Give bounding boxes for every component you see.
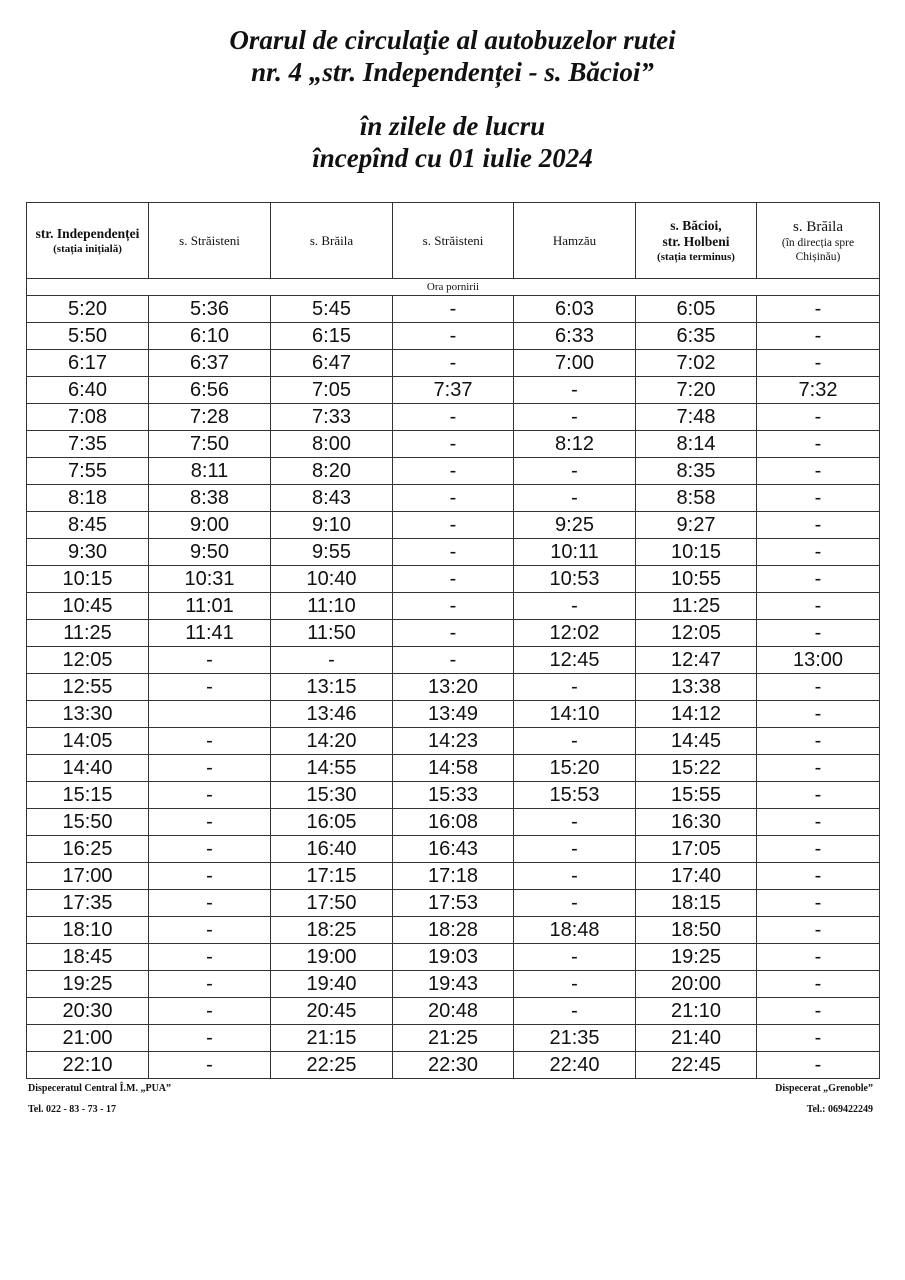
document-title <box>0 24 905 88</box>
footer-phone-central: Tel. 022 - 83 - 73 - 17 <box>28 1104 116 1115</box>
time-cell: 7:48 <box>636 404 757 431</box>
time-cell: 18:15 <box>636 890 757 917</box>
time-cell: - <box>757 512 880 539</box>
header-main-2: str. Holbeni <box>662 233 730 249</box>
time-cell: 9:30 <box>27 539 149 566</box>
time-cell: 8:12 <box>514 431 636 458</box>
time-cell: 13:00 <box>757 647 880 674</box>
schedule-table <box>26 202 880 1079</box>
time-cell: 19:40 <box>271 971 393 998</box>
time-cell: 8:38 <box>149 485 271 512</box>
time-cell: 11:01 <box>149 593 271 620</box>
table-row <box>27 755 880 782</box>
time-cell: - <box>393 350 514 377</box>
time-cell: - <box>757 539 880 566</box>
time-cell: - <box>393 566 514 593</box>
table-row <box>27 917 880 944</box>
time-cell: 11:50 <box>271 620 393 647</box>
time-cell: - <box>757 1052 880 1079</box>
time-cell: 17:40 <box>636 863 757 890</box>
footer-phone-grenoble: Tel.: 069422249 <box>806 1104 873 1115</box>
footer-dispatcher-central: Dispeceratul Central Î.M. „PUA” <box>28 1083 172 1094</box>
time-cell: - <box>757 404 880 431</box>
header-main: str. Independenței <box>35 225 140 241</box>
time-cell: 17:50 <box>271 890 393 917</box>
time-cell: 9:50 <box>149 539 271 566</box>
time-cell: 14:05 <box>27 728 149 755</box>
footer-dispatcher-grenoble: Dispecerat „Grenoble” <box>775 1083 873 1094</box>
time-cell: 8:00 <box>271 431 393 458</box>
time-cell: 7:35 <box>27 431 149 458</box>
time-cell: - <box>149 890 271 917</box>
time-cell: 11:25 <box>636 593 757 620</box>
time-cell: 6:17 <box>27 350 149 377</box>
header-sub-2: Chișinău) <box>795 250 841 263</box>
time-cell: 17:18 <box>393 863 514 890</box>
time-cell: - <box>271 647 393 674</box>
time-cell: 6:40 <box>27 377 149 404</box>
time-cell: 17:53 <box>393 890 514 917</box>
time-cell: 15:30 <box>271 782 393 809</box>
time-cell: 7:37 <box>393 377 514 404</box>
time-cell: 5:36 <box>149 296 271 323</box>
time-cell: 12:55 <box>27 674 149 701</box>
ora-pornirii-row <box>27 279 880 296</box>
time-cell: 11:41 <box>149 620 271 647</box>
time-cell: - <box>393 620 514 647</box>
time-cell: 19:43 <box>393 971 514 998</box>
time-cell: - <box>757 809 880 836</box>
time-cell: - <box>757 593 880 620</box>
time-cell: - <box>757 296 880 323</box>
time-cell: - <box>514 404 636 431</box>
time-cell: - <box>514 485 636 512</box>
time-cell: 7:05 <box>271 377 393 404</box>
time-cell: 6:15 <box>271 323 393 350</box>
table-row <box>27 647 880 674</box>
time-cell: - <box>757 620 880 647</box>
time-cell: - <box>757 971 880 998</box>
time-cell: - <box>514 998 636 1025</box>
time-cell: - <box>149 917 271 944</box>
time-cell: 21:10 <box>636 998 757 1025</box>
time-cell: 18:48 <box>514 917 636 944</box>
time-cell: - <box>393 404 514 431</box>
time-cell: 13:15 <box>271 674 393 701</box>
time-cell: 9:10 <box>271 512 393 539</box>
time-cell: 5:20 <box>27 296 149 323</box>
table-row <box>27 1052 880 1079</box>
time-cell: - <box>149 728 271 755</box>
time-cell: 19:25 <box>636 944 757 971</box>
table-row <box>27 512 880 539</box>
time-cell: 16:43 <box>393 836 514 863</box>
time-cell: 22:25 <box>271 1052 393 1079</box>
table-row <box>27 1025 880 1052</box>
ora-pornirii-label: Ora pornirii <box>27 279 880 296</box>
time-cell: 12:45 <box>514 647 636 674</box>
time-cell: 6:47 <box>271 350 393 377</box>
time-cell: - <box>757 728 880 755</box>
time-cell: 8:58 <box>636 485 757 512</box>
header-hamzau <box>514 203 636 279</box>
time-cell: 7:33 <box>271 404 393 431</box>
title-line-1: Orarul de circulaţie al autobuzelor rutei <box>229 25 676 55</box>
time-cell: 14:23 <box>393 728 514 755</box>
time-cell: 14:45 <box>636 728 757 755</box>
table-row <box>27 701 880 728</box>
time-cell: - <box>514 377 636 404</box>
time-cell: 10:45 <box>27 593 149 620</box>
time-cell: 16:30 <box>636 809 757 836</box>
time-cell: 12:05 <box>636 620 757 647</box>
title-line-4: începînd cu 01 iulie 2024 <box>312 143 593 173</box>
time-cell: 5:45 <box>271 296 393 323</box>
time-cell: 9:27 <box>636 512 757 539</box>
time-cell: 14:12 <box>636 701 757 728</box>
time-cell: 14:58 <box>393 755 514 782</box>
header-main: s. Brăila <box>309 232 354 248</box>
time-cell: 13:38 <box>636 674 757 701</box>
header-braila-chisinau <box>757 203 880 279</box>
time-cell: 13:30 <box>27 701 149 728</box>
time-cell: - <box>393 485 514 512</box>
time-cell: - <box>149 809 271 836</box>
time-cell: - <box>757 566 880 593</box>
time-cell: - <box>393 296 514 323</box>
time-cell: 7:02 <box>636 350 757 377</box>
time-cell: - <box>149 998 271 1025</box>
document-subtitle <box>0 110 905 174</box>
time-cell: 21:00 <box>27 1025 149 1052</box>
time-cell: 22:40 <box>514 1052 636 1079</box>
time-cell: - <box>514 971 636 998</box>
time-cell: 14:10 <box>514 701 636 728</box>
time-cell: - <box>514 728 636 755</box>
time-cell: 6:03 <box>514 296 636 323</box>
time-cell: 18:10 <box>27 917 149 944</box>
time-cell: 17:05 <box>636 836 757 863</box>
time-cell: 14:40 <box>27 755 149 782</box>
time-cell: 6:56 <box>149 377 271 404</box>
time-cell: 20:45 <box>271 998 393 1025</box>
time-cell: - <box>149 944 271 971</box>
time-cell: - <box>393 458 514 485</box>
header-sub: (stația inițială) <box>53 242 122 255</box>
time-cell: - <box>514 863 636 890</box>
time-cell: 16:40 <box>271 836 393 863</box>
time-cell: - <box>514 458 636 485</box>
table-row <box>27 566 880 593</box>
time-cell: 15:55 <box>636 782 757 809</box>
table-row <box>27 890 880 917</box>
time-cell: - <box>149 971 271 998</box>
time-cell: - <box>757 755 880 782</box>
time-cell: 21:25 <box>393 1025 514 1052</box>
time-cell: - <box>757 458 880 485</box>
time-cell: 20:48 <box>393 998 514 1025</box>
time-cell: 13:49 <box>393 701 514 728</box>
time-cell: 18:28 <box>393 917 514 944</box>
time-cell: 22:30 <box>393 1052 514 1079</box>
table-row <box>27 998 880 1025</box>
time-cell: - <box>149 755 271 782</box>
time-cell: - <box>514 674 636 701</box>
time-cell: 10:15 <box>27 566 149 593</box>
table-row <box>27 323 880 350</box>
time-cell: 6:05 <box>636 296 757 323</box>
time-cell: 15:33 <box>393 782 514 809</box>
title-line-3: în zilele de lucru <box>359 111 546 141</box>
time-cell: 9:25 <box>514 512 636 539</box>
time-cell: 10:40 <box>271 566 393 593</box>
time-cell: - <box>757 431 880 458</box>
time-cell: 15:22 <box>636 755 757 782</box>
header-main: s. Străisteni <box>422 232 484 248</box>
time-cell: 8:45 <box>27 512 149 539</box>
header-main: s. Brăila <box>793 218 843 235</box>
time-cell: 18:45 <box>27 944 149 971</box>
time-cell: - <box>149 1025 271 1052</box>
header-str-independentei <box>27 203 149 279</box>
table-row <box>27 458 880 485</box>
time-cell: - <box>149 782 271 809</box>
time-cell <box>149 701 271 728</box>
time-cell: 16:08 <box>393 809 514 836</box>
table-row <box>27 809 880 836</box>
time-cell: 10:11 <box>514 539 636 566</box>
title-line-2: nr. 4 „str. Independenței - s. Băcioi” <box>251 57 654 87</box>
time-cell: 12:47 <box>636 647 757 674</box>
time-cell: 10:55 <box>636 566 757 593</box>
time-cell: 13:46 <box>271 701 393 728</box>
table-row <box>27 296 880 323</box>
time-cell: 11:10 <box>271 593 393 620</box>
header-straisteni-1 <box>149 203 271 279</box>
time-cell: 8:43 <box>271 485 393 512</box>
time-cell: 14:55 <box>271 755 393 782</box>
time-cell: - <box>757 917 880 944</box>
header-row <box>27 203 880 279</box>
header-bacioi-terminus <box>636 203 757 279</box>
time-cell: 11:25 <box>27 620 149 647</box>
time-cell: 19:03 <box>393 944 514 971</box>
time-cell: 12:02 <box>514 620 636 647</box>
time-cell: 18:50 <box>636 917 757 944</box>
time-cell: - <box>149 836 271 863</box>
time-cell: 19:25 <box>27 971 149 998</box>
time-cell: 8:20 <box>271 458 393 485</box>
time-cell: - <box>149 647 271 674</box>
table-row <box>27 620 880 647</box>
time-cell: 20:00 <box>636 971 757 998</box>
table-row <box>27 836 880 863</box>
time-cell: 15:50 <box>27 809 149 836</box>
time-cell: - <box>757 998 880 1025</box>
time-cell: 16:05 <box>271 809 393 836</box>
time-cell: 22:45 <box>636 1052 757 1079</box>
time-cell: 15:53 <box>514 782 636 809</box>
time-cell: 14:20 <box>271 728 393 755</box>
table-row <box>27 674 880 701</box>
time-cell: - <box>757 944 880 971</box>
table-row <box>27 377 880 404</box>
header-main: Hamzău <box>552 232 597 248</box>
time-cell: - <box>757 890 880 917</box>
time-cell: - <box>393 512 514 539</box>
time-cell: 8:35 <box>636 458 757 485</box>
header-main: s. Băcioi, <box>670 217 722 233</box>
time-cell: 9:55 <box>271 539 393 566</box>
time-cell: - <box>514 593 636 620</box>
time-cell: - <box>757 485 880 512</box>
table-row <box>27 350 880 377</box>
time-cell: 19:00 <box>271 944 393 971</box>
time-cell: 8:18 <box>27 485 149 512</box>
table-row <box>27 782 880 809</box>
time-cell: - <box>393 593 514 620</box>
time-cell: 21:35 <box>514 1025 636 1052</box>
time-cell: - <box>757 863 880 890</box>
time-cell: - <box>514 944 636 971</box>
time-cell: 13:20 <box>393 674 514 701</box>
time-cell: 12:05 <box>27 647 149 674</box>
time-cell: 6:10 <box>149 323 271 350</box>
time-cell: - <box>757 701 880 728</box>
time-cell: 10:53 <box>514 566 636 593</box>
time-cell: 20:30 <box>27 998 149 1025</box>
time-cell: 15:15 <box>27 782 149 809</box>
time-cell: - <box>757 836 880 863</box>
header-straisteni-2 <box>393 203 514 279</box>
time-cell: 7:20 <box>636 377 757 404</box>
time-cell: - <box>757 674 880 701</box>
time-cell: - <box>393 647 514 674</box>
header-main: s. Străisteni <box>179 232 240 248</box>
time-cell: 7:00 <box>514 350 636 377</box>
time-cell: 9:00 <box>149 512 271 539</box>
time-cell: 22:10 <box>27 1052 149 1079</box>
time-cell: 21:15 <box>271 1025 393 1052</box>
time-cell: 17:15 <box>271 863 393 890</box>
time-cell: - <box>149 1052 271 1079</box>
time-cell: - <box>149 863 271 890</box>
time-cell: 7:55 <box>27 458 149 485</box>
header-sub: (în direcția spre <box>781 236 855 249</box>
time-cell: - <box>757 323 880 350</box>
time-cell: 15:20 <box>514 755 636 782</box>
time-cell: 10:31 <box>149 566 271 593</box>
time-cell: 5:50 <box>27 323 149 350</box>
time-cell: - <box>393 431 514 458</box>
time-cell: - <box>514 836 636 863</box>
time-cell: 8:11 <box>149 458 271 485</box>
time-cell: 18:25 <box>271 917 393 944</box>
time-cell: - <box>393 323 514 350</box>
time-cell: 6:33 <box>514 323 636 350</box>
time-cell: - <box>757 782 880 809</box>
table-row <box>27 404 880 431</box>
table-row <box>27 593 880 620</box>
table-row <box>27 863 880 890</box>
time-cell: 10:15 <box>636 539 757 566</box>
table-row <box>27 944 880 971</box>
table-row <box>27 485 880 512</box>
time-cell: 17:35 <box>27 890 149 917</box>
time-cell: - <box>514 809 636 836</box>
header-braila <box>271 203 393 279</box>
time-cell: 7:32 <box>757 377 880 404</box>
time-cell: 7:28 <box>149 404 271 431</box>
table-row <box>27 728 880 755</box>
time-cell: - <box>757 350 880 377</box>
time-cell: 8:14 <box>636 431 757 458</box>
time-cell: 16:25 <box>27 836 149 863</box>
time-cell: 17:00 <box>27 863 149 890</box>
time-cell: - <box>514 890 636 917</box>
time-cell: 7:50 <box>149 431 271 458</box>
table-row <box>27 539 880 566</box>
table-row <box>27 971 880 998</box>
time-cell: - <box>149 674 271 701</box>
time-cell: - <box>393 539 514 566</box>
time-cell: - <box>757 1025 880 1052</box>
time-cell: 6:35 <box>636 323 757 350</box>
time-cell: 21:40 <box>636 1025 757 1052</box>
time-cell: 7:08 <box>27 404 149 431</box>
header-sub: (stația terminus) <box>657 250 735 263</box>
time-cell: 6:37 <box>149 350 271 377</box>
table-row <box>27 431 880 458</box>
